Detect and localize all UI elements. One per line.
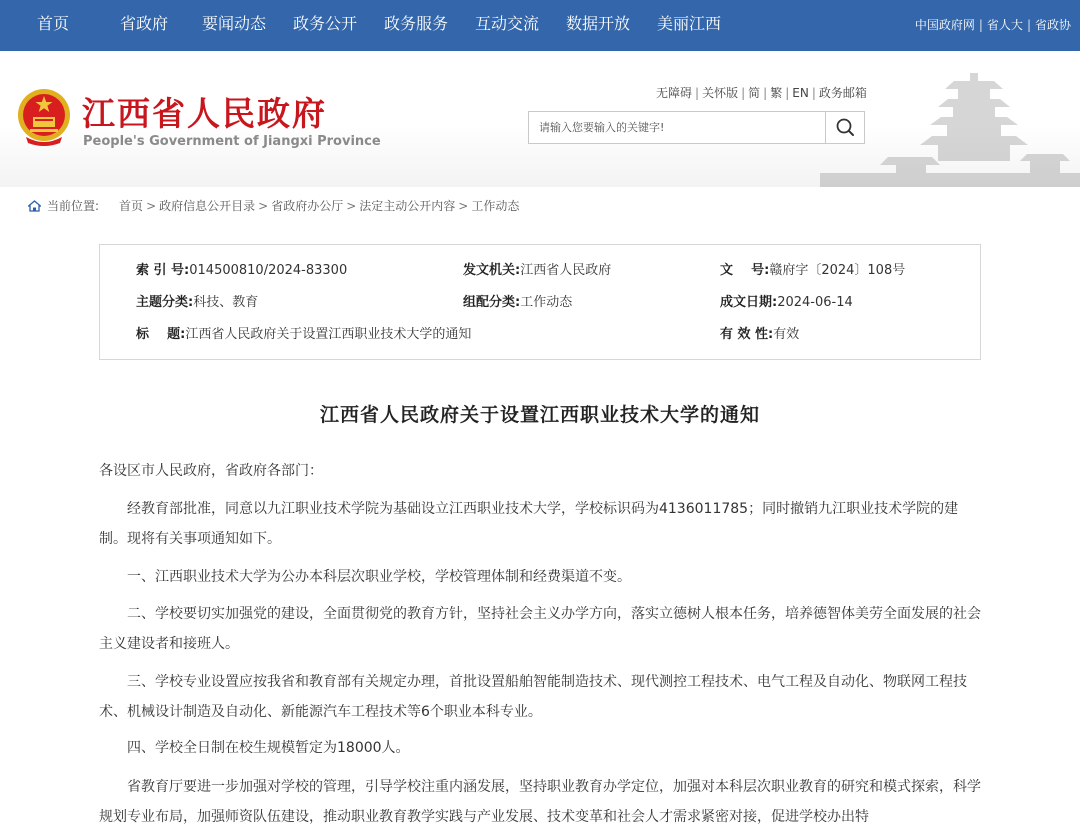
article-paragraph: 二、学校要切实加强党的建设，全面贯彻党的教育方针，坚持社会主义办学方向，落实立德树人根本任务，培养德智体美劳全面发展的社会主义建设者和接班人。 [99, 606, 981, 652]
info-issuer-value: 江西省人民政府 [520, 263, 612, 278]
nav-item-province-gov[interactable]: 省政府 [120, 14, 169, 33]
top-navigation [0, 0, 1080, 51]
article-paragraph: 省教育厅要进一步加强对学校的管理，引导学校注重内涵发展，坚持职业教育办学定位，加强对本科层次职业教育的研究和模式探索，科学规划专业布局，加强师资队伍建设，推动职业教育教学实践与产业发展、技术变革和社会人才需求紧密对接，促进学校办出特 [99, 779, 981, 825]
quick-links [656, 84, 867, 101]
nav-item-public-affairs[interactable]: 政务公开 [293, 14, 358, 33]
external-links [915, 16, 1071, 33]
separator: | [785, 86, 790, 100]
search-icon [826, 112, 865, 143]
info-date-label: 成文日期: [720, 295, 778, 310]
breadcrumb-arrow: > [458, 199, 469, 213]
site-header [0, 51, 1080, 187]
document-info-box [99, 244, 981, 360]
info-date [720, 294, 853, 312]
info-category [463, 294, 572, 312]
info-docno-value: 赣府字〔2024〕108号 [769, 263, 906, 278]
info-title [136, 326, 471, 344]
info-issuer-label: 发文机关: [463, 263, 521, 278]
nav-item-news[interactable]: 要闻动态 [202, 14, 267, 33]
info-topic-label: 主题分类: [136, 295, 194, 310]
link-gov-mailbox[interactable]: 政务邮箱 [818, 86, 867, 100]
breadcrumb-arrow: > [346, 199, 357, 213]
info-index-value: 014500810/2024-83300 [189, 263, 348, 278]
national-emblem-icon [16, 87, 72, 147]
link-provincial-cppcc[interactable]: 省政协 [1034, 18, 1071, 32]
info-index-label: 索 引 号: [136, 263, 190, 278]
info-category-value: 工作动态 [520, 295, 573, 310]
nav-item-home[interactable]: 首页 [37, 14, 70, 33]
separator: | [763, 86, 768, 100]
article-title: 江西省人民政府关于设置江西职业技术大学的通知 [319, 404, 760, 426]
nav-item-beautiful-jiangxi[interactable]: 美丽江西 [657, 14, 722, 33]
breadcrumb [28, 198, 519, 214]
breadcrumb-work-news[interactable]: 工作动态 [471, 199, 520, 213]
link-accessibility[interactable]: 无障碍 [656, 86, 693, 100]
link-provincial-congress[interactable]: 省人大 [986, 18, 1023, 32]
info-date-value: 2024-06-14 [777, 295, 853, 310]
separator: | [978, 18, 983, 32]
info-category-label: 组配分类: [463, 295, 521, 310]
article-paragraph: 三、学校专业设置应按我省和教育部有关规定办理，首批设置船舶智能制造技术、现代测控工程技术、电气工程及自动化、物联网工程技术、机械设计制造及自动化、新能源汽车工程技术等6个职业本科专业。 [99, 674, 967, 720]
breadcrumb-statutory-content[interactable]: 法定主动公开内容 [359, 199, 456, 213]
article-paragraph: 经教育部批准，同意以九江职业技术学院为基础设立江西职业技术大学，学校标识码为4136011785；同时撤销九江职业技术学院的建制。现将有关事项通知如下。 [99, 501, 959, 547]
article-paragraph: 四、学校全日制在校生规模暂定为18000人。 [127, 740, 410, 756]
breadcrumb-general-office[interactable]: 省政府办公厅 [271, 199, 344, 213]
separator: | [741, 86, 746, 100]
breadcrumb-home[interactable]: 首页 [119, 199, 144, 213]
info-issuer [463, 262, 611, 280]
link-china-gov[interactable]: 中国政府网 [914, 18, 975, 32]
link-simplified[interactable]: 简 [748, 86, 761, 100]
article-paragraph: 一、江西职业技术大学为公办本科层次职业学校，学校管理体制和经费渠道不变。 [127, 569, 631, 585]
link-traditional[interactable]: 繁 [770, 86, 783, 100]
info-validity [720, 326, 799, 344]
info-docno [720, 262, 905, 280]
search-box [528, 111, 865, 144]
info-topic [136, 294, 258, 312]
info-validity-label: 有 效 性: [720, 327, 774, 342]
separator: | [695, 86, 700, 100]
info-docno-label: 文 号: [720, 263, 770, 278]
nav-item-open-data[interactable]: 数据开放 [566, 14, 631, 33]
breadcrumb-arrow: > [146, 199, 157, 213]
breadcrumb-info-catalog[interactable]: 政府信息公开目录 [159, 199, 256, 213]
link-english[interactable]: EN [792, 86, 809, 100]
separator: | [1026, 18, 1031, 32]
info-index [136, 262, 347, 280]
info-validity-value: 有效 [773, 327, 800, 342]
info-title-label: 标 题: [136, 327, 186, 342]
breadcrumb-prefix: 当前位置: [47, 199, 100, 213]
link-care-version[interactable]: 关怀版 [702, 86, 739, 100]
search-button[interactable] [825, 112, 864, 143]
nav-item-gov-services[interactable]: 政务服务 [384, 14, 449, 33]
search-input[interactable] [529, 112, 825, 143]
site-title: 江西省人民政府 [82, 94, 327, 133]
home-icon [28, 200, 41, 212]
article-salutation: 各设区市人民政府，省政府各部门： [99, 463, 323, 479]
separator: | [811, 86, 816, 100]
breadcrumb-arrow: > [258, 199, 269, 213]
site-subtitle: People's Government of Jiangxi Province [83, 134, 381, 149]
nav-item-interaction[interactable]: 互动交流 [475, 14, 540, 33]
info-topic-value: 科技、教育 [193, 295, 259, 310]
info-title-value: 江西省人民政府关于设置江西职业技术大学的通知 [185, 327, 472, 342]
